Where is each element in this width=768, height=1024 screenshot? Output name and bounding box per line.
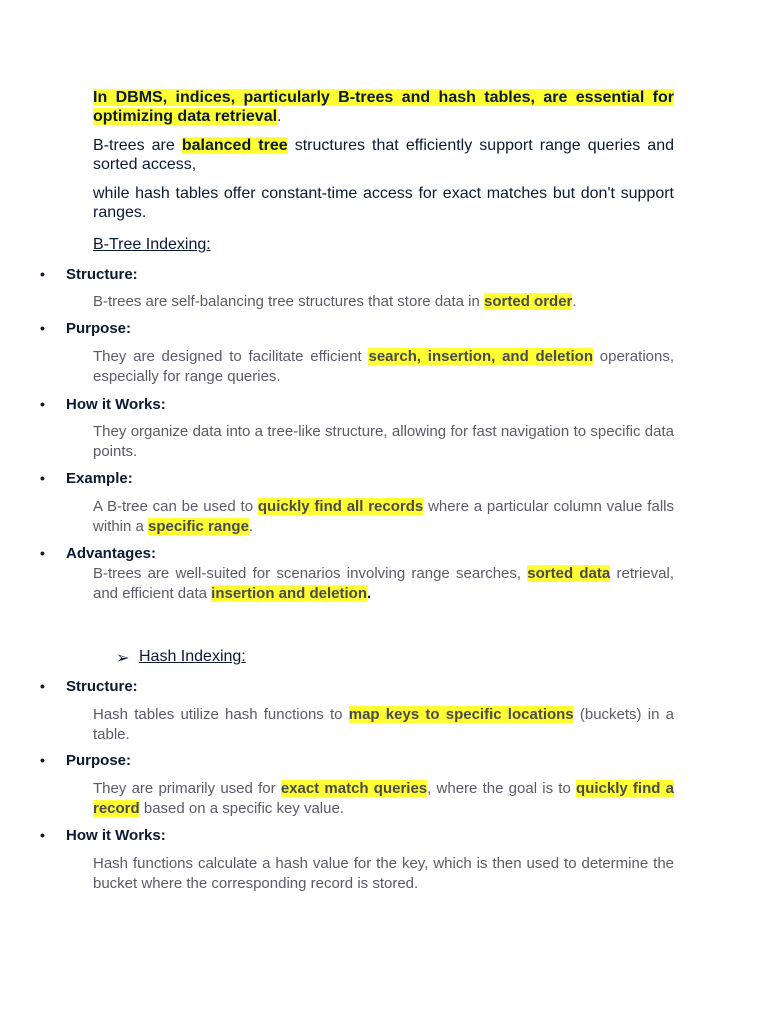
- intro-paragraph-3: [93, 184, 674, 222]
- intro-highlight: In DBMS, indices, particularly B-trees and hash tables, are essential for optimizing data retrieval: [93, 89, 674, 125]
- desc-highlight: map keys to specific locations: [348, 706, 574, 723]
- intro-paragraph-1: [93, 88, 674, 126]
- desc-text: .: [367, 585, 372, 602]
- desc-highlight: exact match queries: [280, 780, 428, 797]
- intro-p2-post: structures that efficiently support range queries and sorted access,: [93, 137, 674, 173]
- desc-highlight: insertion and deletion: [211, 585, 368, 602]
- arrow-icon: ➢: [116, 650, 130, 667]
- desc-text: Hash functions calculate a hash value for the key, which is then used to determine the bucket where the corresponding record is stored.: [93, 855, 674, 892]
- desc-text: They are designed to facilitate efficient: [93, 348, 369, 365]
- bullet-icon: •: [40, 266, 45, 282]
- desc-highlight: sorted data: [527, 565, 611, 582]
- desc-text: .: [248, 518, 254, 535]
- desc-text: .: [572, 293, 577, 310]
- btree-how-desc: [93, 422, 674, 462]
- bullet-label: How it Works:: [66, 396, 166, 413]
- desc-text: where a particular column value falls within a: [93, 498, 674, 535]
- hash-how-desc: [93, 854, 674, 894]
- hash-heading: Hash Indexing:: [139, 648, 246, 665]
- desc-text: B-trees are well-suited for scenarios involving range searches,: [93, 565, 528, 582]
- btree-heading: B-Tree Indexing:: [93, 236, 211, 253]
- bullet-icon: •: [40, 545, 45, 561]
- intro-period: .: [277, 108, 282, 125]
- desc-text: They organize data into a tree-like structure, allowing for fast navigation to specific data points.: [93, 423, 674, 460]
- bullet-icon: •: [40, 470, 45, 486]
- desc-highlight: specific range: [148, 518, 249, 535]
- bullet-label: Purpose:: [66, 752, 132, 769]
- desc-highlight: search, insertion, and deletion: [368, 348, 594, 365]
- intro-paragraph-2: [93, 136, 674, 174]
- desc-text: They are primarily used for: [93, 780, 281, 797]
- bullet-icon: •: [40, 678, 45, 694]
- intro-p2-highlight: balanced tree: [181, 137, 288, 154]
- desc-text: operations, especially for range queries.: [93, 348, 674, 385]
- bullet-icon: •: [40, 752, 45, 768]
- desc-text: Hash tables utilize hash functions to: [93, 706, 349, 723]
- desc-text: based on a specific key value.: [139, 800, 344, 817]
- desc-text: A B-tree can be used to: [93, 498, 258, 515]
- btree-example-desc: [93, 497, 674, 537]
- intro-p2-pre: B-trees are: [93, 137, 182, 154]
- bullet-label: Structure:: [66, 678, 138, 695]
- btree-advantages-desc: [93, 564, 674, 604]
- bullet-label: Advantages:: [66, 545, 157, 562]
- btree-purpose-desc: [93, 347, 674, 387]
- bullet-icon: •: [40, 396, 45, 412]
- desc-highlight: quickly find all records: [257, 498, 424, 515]
- desc-highlight: quickly find a record: [93, 780, 674, 817]
- bullet-icon: •: [40, 827, 45, 843]
- hash-structure-desc: [93, 705, 674, 745]
- desc-text: , where the goal is to: [427, 780, 577, 797]
- desc-text: (buckets) in a table.: [93, 706, 674, 743]
- bullet-icon: •: [40, 320, 45, 336]
- bullet-label: Example:: [66, 470, 133, 487]
- desc-highlight: sorted order: [484, 293, 573, 310]
- btree-structure-desc: [93, 292, 674, 312]
- intro-p3-text: while hash tables offer constant-time access for exact matches but don't support ranges.: [93, 185, 674, 221]
- bullet-label: Structure:: [66, 266, 138, 283]
- bullet-label: How it Works:: [66, 827, 166, 844]
- desc-text: retrieval, and efficient data: [93, 565, 674, 602]
- hash-purpose-desc: [93, 779, 674, 819]
- desc-text: B-trees are self-balancing tree structures that store data in: [93, 293, 485, 310]
- bullet-label: Purpose:: [66, 320, 132, 337]
